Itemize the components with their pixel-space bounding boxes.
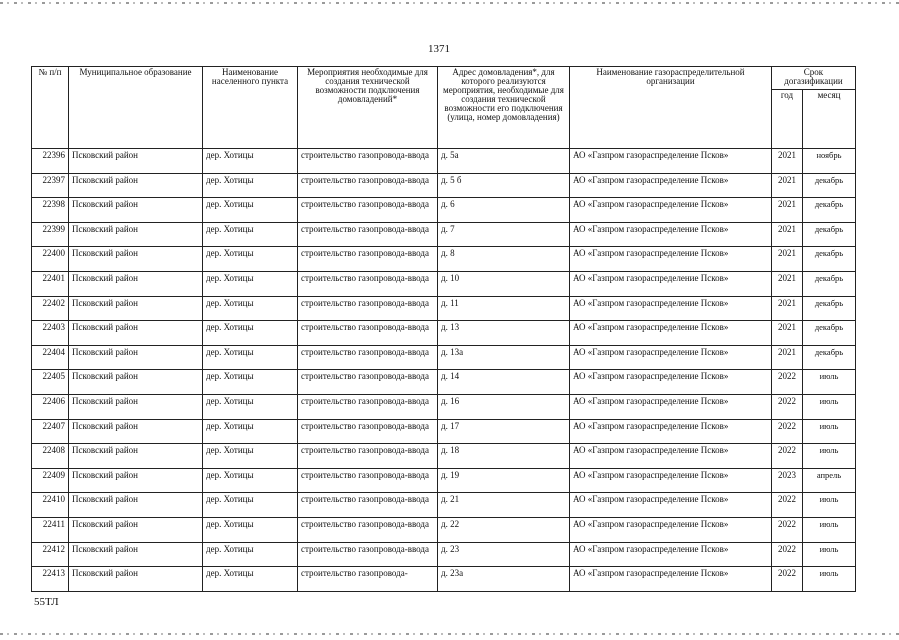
- cell-organization: АО «Газпром газораспределение Псков»: [570, 444, 772, 469]
- cell-year: 2022: [772, 444, 803, 469]
- cell-municipality: Псковский район: [69, 394, 203, 419]
- cell-settlement: дер. Хотицы: [203, 542, 298, 567]
- table-row: [32, 394, 856, 419]
- cell-organization: АО «Газпром газораспределение Псков»: [570, 419, 772, 444]
- cell-num: 22411: [32, 517, 69, 542]
- cell-address: д. 23: [438, 542, 570, 567]
- table-row: [32, 198, 856, 223]
- cell-settlement: дер. Хотицы: [203, 517, 298, 542]
- cell-num: 22401: [32, 271, 69, 296]
- cell-municipality: Псковский район: [69, 222, 203, 247]
- cell-settlement: дер. Хотицы: [203, 296, 298, 321]
- cell-year: 2022: [772, 394, 803, 419]
- cell-settlement: дер. Хотицы: [203, 345, 298, 370]
- cell-address: д. 6: [438, 198, 570, 223]
- table-row: [32, 567, 856, 592]
- cell-organization: АО «Газпром газораспределение Псков»: [570, 222, 772, 247]
- cell-measures: строительство газопровода-ввода: [298, 493, 438, 518]
- cell-municipality: Псковский район: [69, 198, 203, 223]
- header-year: год: [772, 90, 803, 149]
- cell-address: д. 18: [438, 444, 570, 469]
- cell-settlement: дер. Хотицы: [203, 149, 298, 174]
- cell-month: декабрь: [803, 296, 856, 321]
- cell-measures: строительство газопровода-ввода: [298, 271, 438, 296]
- cell-num: 22399: [32, 222, 69, 247]
- cell-measures: строительство газопровода-ввода: [298, 468, 438, 493]
- cell-settlement: дер. Хотицы: [203, 247, 298, 272]
- cell-year: 2021: [772, 296, 803, 321]
- table-row: [32, 345, 856, 370]
- cell-year: 2022: [772, 542, 803, 567]
- cell-municipality: Псковский район: [69, 493, 203, 518]
- cell-organization: АО «Газпром газораспределение Псков»: [570, 296, 772, 321]
- cell-measures: строительство газопровода-ввода: [298, 419, 438, 444]
- cell-num: 22398: [32, 198, 69, 223]
- cell-year: 2021: [772, 345, 803, 370]
- cell-num: 22406: [32, 394, 69, 419]
- cell-municipality: Псковский район: [69, 542, 203, 567]
- cell-settlement: дер. Хотицы: [203, 493, 298, 518]
- cell-organization: АО «Газпром газораспределение Псков»: [570, 247, 772, 272]
- table-row: [32, 493, 856, 518]
- cell-organization: АО «Газпром газораспределение Псков»: [570, 517, 772, 542]
- cell-address: д. 5 б: [438, 173, 570, 198]
- cell-month: ноябрь: [803, 149, 856, 174]
- cell-measures: строительство газопровода-ввода: [298, 198, 438, 223]
- cell-month: июль: [803, 493, 856, 518]
- cell-month: июль: [803, 517, 856, 542]
- cell-settlement: дер. Хотицы: [203, 419, 298, 444]
- cell-address: д. 5а: [438, 149, 570, 174]
- cell-num: 22405: [32, 370, 69, 395]
- cell-month: июль: [803, 370, 856, 395]
- cell-num: 22404: [32, 345, 69, 370]
- cell-settlement: дер. Хотицы: [203, 271, 298, 296]
- table-row: [32, 468, 856, 493]
- cell-organization: АО «Газпром газораспределение Псков»: [570, 394, 772, 419]
- cell-municipality: Псковский район: [69, 345, 203, 370]
- cell-month: декабрь: [803, 198, 856, 223]
- header-num: № п/п: [32, 67, 69, 149]
- cell-year: 2021: [772, 222, 803, 247]
- cell-num: 22403: [32, 321, 69, 346]
- cell-organization: АО «Газпром газораспределение Псков»: [570, 173, 772, 198]
- cell-num: 22409: [32, 468, 69, 493]
- cell-measures: строительство газопровода-ввода: [298, 321, 438, 346]
- cell-address: д. 8: [438, 247, 570, 272]
- header-municipality: Муниципальное образование: [69, 67, 203, 149]
- cell-num: 22408: [32, 444, 69, 469]
- table-row: [32, 173, 856, 198]
- cell-organization: АО «Газпром газораспределение Псков»: [570, 542, 772, 567]
- table-row: [32, 271, 856, 296]
- cell-address: д. 19: [438, 468, 570, 493]
- cell-measures: строительство газопровода-ввода: [298, 444, 438, 469]
- cell-municipality: Псковский район: [69, 296, 203, 321]
- cell-organization: АО «Газпром газораспределение Псков»: [570, 198, 772, 223]
- table-row: [32, 247, 856, 272]
- cell-municipality: Псковский район: [69, 321, 203, 346]
- cell-municipality: Псковский район: [69, 271, 203, 296]
- cell-month: декабрь: [803, 247, 856, 272]
- header-organization: Наименование газораспределительной организации: [570, 67, 772, 149]
- cell-organization: АО «Газпром газораспределение Псков»: [570, 149, 772, 174]
- cell-num: 22410: [32, 493, 69, 518]
- cell-year: 2021: [772, 173, 803, 198]
- cell-address: д. 23а: [438, 567, 570, 592]
- table-body: [32, 149, 856, 592]
- cell-measures: строительство газопровода-ввода: [298, 370, 438, 395]
- cell-settlement: дер. Хотицы: [203, 198, 298, 223]
- header-month: месяц: [803, 90, 856, 149]
- cell-month: июль: [803, 542, 856, 567]
- cell-measures: строительство газопровода-ввода: [298, 173, 438, 198]
- cell-month: декабрь: [803, 345, 856, 370]
- cell-address: д. 11: [438, 296, 570, 321]
- cell-municipality: Псковский район: [69, 419, 203, 444]
- cell-year: 2022: [772, 370, 803, 395]
- cell-year: 2022: [772, 419, 803, 444]
- cell-month: июль: [803, 394, 856, 419]
- cell-month: декабрь: [803, 222, 856, 247]
- cell-year: 2021: [772, 271, 803, 296]
- cell-organization: АО «Газпром газораспределение Псков»: [570, 468, 772, 493]
- header-settlement: Наименование населенного пункта: [203, 67, 298, 149]
- cell-num: 22400: [32, 247, 69, 272]
- table-row: [32, 444, 856, 469]
- cell-num: 22413: [32, 567, 69, 592]
- cell-num: 22407: [32, 419, 69, 444]
- cell-address: д. 10: [438, 271, 570, 296]
- cell-year: 2022: [772, 517, 803, 542]
- cell-measures: строительство газопровода-ввода: [298, 222, 438, 247]
- cell-municipality: Псковский район: [69, 567, 203, 592]
- footer-code: 55ТЛ: [34, 596, 59, 608]
- cell-year: 2021: [772, 149, 803, 174]
- table-row: [32, 370, 856, 395]
- header-measures: Мероприятия необходимые для создания технической возможности подключения домовладений*: [298, 67, 438, 149]
- cell-settlement: дер. Хотицы: [203, 173, 298, 198]
- cell-month: июль: [803, 567, 856, 592]
- cell-organization: АО «Газпром газораспределение Псков»: [570, 567, 772, 592]
- cell-settlement: дер. Хотицы: [203, 222, 298, 247]
- cell-settlement: дер. Хотицы: [203, 567, 298, 592]
- cell-year: 2023: [772, 468, 803, 493]
- cell-municipality: Псковский район: [69, 247, 203, 272]
- cell-measures: строительство газопровода-ввода: [298, 345, 438, 370]
- table-header: [32, 67, 856, 149]
- header-term: Срок догазификации: [772, 67, 856, 90]
- cell-municipality: Псковский район: [69, 468, 203, 493]
- cell-month: декабрь: [803, 321, 856, 346]
- cell-municipality: Псковский район: [69, 173, 203, 198]
- cell-organization: АО «Газпром газораспределение Псков»: [570, 345, 772, 370]
- cell-measures: строительство газопровода-ввода: [298, 517, 438, 542]
- table-row: [32, 419, 856, 444]
- cell-month: июль: [803, 444, 856, 469]
- table-row: [32, 296, 856, 321]
- cell-address: д. 16: [438, 394, 570, 419]
- cell-municipality: Псковский район: [69, 370, 203, 395]
- cell-organization: АО «Газпром газораспределение Псков»: [570, 493, 772, 518]
- cell-address: д. 13: [438, 321, 570, 346]
- cell-settlement: дер. Хотицы: [203, 394, 298, 419]
- cell-month: апрель: [803, 468, 856, 493]
- header-address: Адрес домовладения*, для которого реализуются мероприятия, необходимые для создания технической возможности его подключения (улица, номер домовладения): [438, 67, 570, 149]
- cell-year: 2021: [772, 198, 803, 223]
- cell-year: 2022: [772, 493, 803, 518]
- cell-municipality: Псковский район: [69, 517, 203, 542]
- cell-address: д. 14: [438, 370, 570, 395]
- table-row: [32, 517, 856, 542]
- table-row: [32, 542, 856, 567]
- cell-address: д. 22: [438, 517, 570, 542]
- cell-month: декабрь: [803, 271, 856, 296]
- cell-measures: строительство газопровода-ввода: [298, 247, 438, 272]
- table-row: [32, 222, 856, 247]
- cell-municipality: Псковский район: [69, 444, 203, 469]
- cell-month: декабрь: [803, 173, 856, 198]
- cell-settlement: дер. Хотицы: [203, 370, 298, 395]
- cell-num: 22402: [32, 296, 69, 321]
- cell-measures: строительство газопровода-ввода: [298, 149, 438, 174]
- cell-settlement: дер. Хотицы: [203, 444, 298, 469]
- cell-num: 22396: [32, 149, 69, 174]
- cell-measures: строительство газопровода-ввода: [298, 296, 438, 321]
- scan-edge-bottom: [0, 633, 899, 635]
- gasification-table: [31, 66, 856, 592]
- cell-num: 22412: [32, 542, 69, 567]
- scan-edge-top: [0, 2, 899, 4]
- cell-year: 2021: [772, 321, 803, 346]
- cell-organization: АО «Газпром газораспределение Псков»: [570, 370, 772, 395]
- cell-settlement: дер. Хотицы: [203, 468, 298, 493]
- cell-organization: АО «Газпром газораспределение Псков»: [570, 321, 772, 346]
- cell-organization: АО «Газпром газораспределение Псков»: [570, 271, 772, 296]
- cell-measures: строительство газопровода-: [298, 567, 438, 592]
- cell-settlement: дер. Хотицы: [203, 321, 298, 346]
- table-row: [32, 321, 856, 346]
- cell-address: д. 17: [438, 419, 570, 444]
- page-number: 1371: [428, 43, 450, 55]
- cell-measures: строительство газопровода-ввода: [298, 394, 438, 419]
- cell-measures: строительство газопровода-ввода: [298, 542, 438, 567]
- table-row: [32, 149, 856, 174]
- cell-address: д. 21: [438, 493, 570, 518]
- cell-month: июль: [803, 419, 856, 444]
- cell-municipality: Псковский район: [69, 149, 203, 174]
- cell-address: д. 7: [438, 222, 570, 247]
- cell-address: д. 13а: [438, 345, 570, 370]
- cell-year: 2022: [772, 567, 803, 592]
- cell-year: 2021: [772, 247, 803, 272]
- cell-num: 22397: [32, 173, 69, 198]
